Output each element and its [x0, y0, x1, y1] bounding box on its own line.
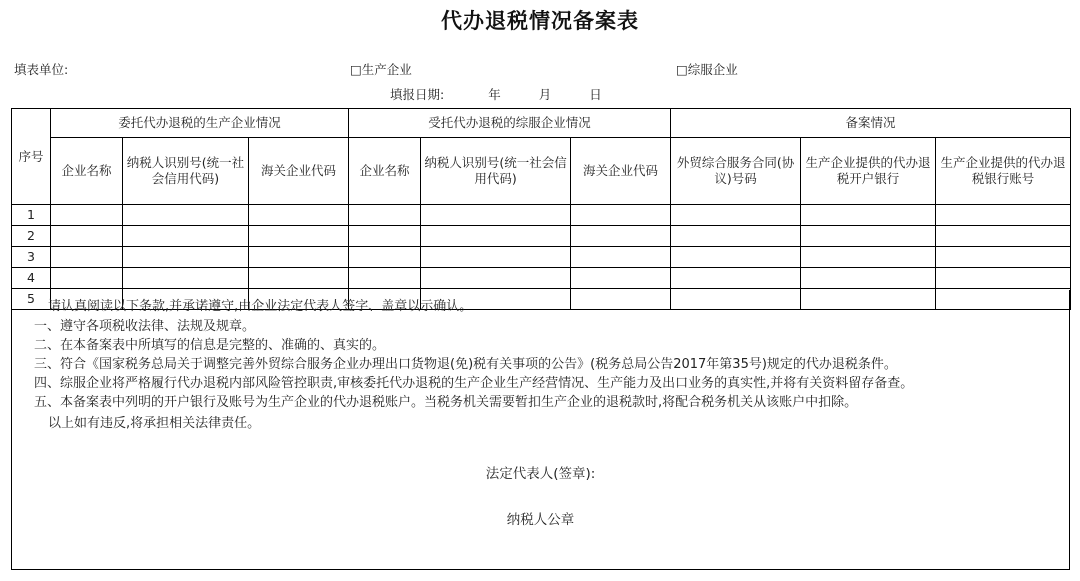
- cell-refund-bank[interactable]: [801, 205, 936, 226]
- group-header-entrusting-producer: 委托代办退税的生产企业情况: [51, 109, 349, 138]
- checkbox-comprehensive-service-enterprise[interactable]: □综服企业: [676, 62, 738, 77]
- legal-representative-signature-label: 法定代表人(签章):: [485, 466, 596, 482]
- cell-refund-account[interactable]: [936, 247, 1071, 268]
- column-header-service-taxpayer-id: 纳税人识别号(统一社会信用代码): [421, 138, 571, 205]
- column-header-service-customs-code: 海关企业代码: [571, 138, 671, 205]
- terms-item-1: 一、遵守各项税收法律、法规及规章。: [34, 319, 256, 334]
- cell-service-customs-code[interactable]: [571, 205, 671, 226]
- terms-item-2: 二、在本备案表中所填写的信息是完整的、准确的、真实的。: [34, 338, 386, 353]
- row-number: 4: [12, 268, 51, 289]
- row-number: 5: [12, 289, 51, 310]
- column-header-producer-customs-code: 海关企业代码: [249, 138, 349, 205]
- cell-service-name[interactable]: [349, 268, 421, 289]
- group-header-entrusted-service: 受托代办退税的综服企业情况: [349, 109, 671, 138]
- table-row: [12, 226, 1071, 247]
- cell-producer-taxpayer-id[interactable]: [123, 247, 249, 268]
- column-header-refund-account: 生产企业提供的代办退税银行账号: [936, 138, 1071, 205]
- terms-item-4: 四、综服企业将严格履行代办退税内部风险管控职责,审核委托代办退税的生产企业生产经营情况、生产能力及出口业务的真实性,并将有关资料留存备查。: [34, 376, 914, 391]
- cell-service-customs-code[interactable]: [571, 247, 671, 268]
- report-date-label: 填报日期:: [390, 87, 445, 102]
- terms-tail-text: 以上如有违反,将承担相关法律责任。: [48, 416, 261, 431]
- column-header-refund-bank: 生产企业提供的代办退税开户银行: [801, 138, 936, 205]
- cell-producer-customs-code[interactable]: [249, 268, 349, 289]
- day-label: 日: [589, 87, 602, 102]
- cell-producer-name[interactable]: [51, 205, 123, 226]
- cell-producer-name[interactable]: [51, 268, 123, 289]
- cell-service-taxpayer-id[interactable]: [421, 247, 571, 268]
- cell-refund-bank[interactable]: [801, 268, 936, 289]
- cell-service-taxpayer-id[interactable]: [421, 268, 571, 289]
- cell-contract-number[interactable]: [671, 268, 801, 289]
- cell-producer-customs-code[interactable]: [249, 226, 349, 247]
- terms-item-3: 三、符合《国家税务总局关于调整完善外贸综合服务企业办理出口货物退(免)税有关事项的公告》(税务总局公告2017年第35号)规定的代办退税条件。: [34, 357, 897, 372]
- report-date-row: [390, 85, 602, 103]
- cell-refund-bank[interactable]: [801, 226, 936, 247]
- column-header-service-name: 企业名称: [349, 138, 421, 205]
- row-number: 3: [12, 247, 51, 268]
- terms-item-5: 五、本备案表中列明的开户银行及账号为生产企业的代办退税账户。当税务机关需要暂扣生产企业的退税款时,将配合税务机关从该账户中扣除。: [34, 395, 858, 410]
- cell-contract-number[interactable]: [671, 205, 801, 226]
- cell-contract-number[interactable]: [671, 247, 801, 268]
- row-number: 1: [12, 205, 51, 226]
- cell-refund-account[interactable]: [936, 205, 1071, 226]
- terms-lead-text: 请认真阅读以下条款,并承诺遵守,由企业法定代表人签字、盖章以示确认。: [48, 299, 473, 314]
- cell-refund-bank[interactable]: [801, 247, 936, 268]
- table-group-header-row: [12, 109, 1071, 138]
- column-header-producer-name: 企业名称: [51, 138, 123, 205]
- terms-section: [11, 290, 1070, 570]
- meta-header: [0, 54, 1080, 102]
- table-column-header-row: [12, 138, 1071, 205]
- cell-service-name[interactable]: [349, 226, 421, 247]
- page-title: 代办退税情况备案表: [441, 9, 639, 33]
- cell-producer-taxpayer-id[interactable]: [123, 268, 249, 289]
- taxpayer-seal-label: 纳税人公章: [506, 512, 575, 528]
- cell-service-taxpayer-id[interactable]: [421, 226, 571, 247]
- cell-refund-account[interactable]: [936, 268, 1071, 289]
- cell-service-name[interactable]: [349, 205, 421, 226]
- column-header-contract-number: 外贸综合服务合同(协议)号码: [671, 138, 801, 205]
- cell-refund-account[interactable]: [936, 226, 1071, 247]
- group-header-filing-status: 备案情况: [671, 109, 1071, 138]
- column-header-producer-taxpayer-id: 纳税人识别号(统一社会信用代码): [123, 138, 249, 205]
- cell-producer-customs-code[interactable]: [249, 205, 349, 226]
- table-row: [12, 205, 1071, 226]
- row-number: 2: [12, 226, 51, 247]
- cell-service-taxpayer-id[interactable]: [421, 205, 571, 226]
- cell-service-customs-code[interactable]: [571, 226, 671, 247]
- cell-producer-taxpayer-id[interactable]: [123, 205, 249, 226]
- cell-producer-name[interactable]: [51, 226, 123, 247]
- cell-producer-name[interactable]: [51, 247, 123, 268]
- checkbox-production-enterprise[interactable]: □生产企业: [350, 62, 412, 77]
- cell-service-customs-code[interactable]: [571, 268, 671, 289]
- year-label: 年: [488, 87, 501, 102]
- cell-producer-taxpayer-id[interactable]: [123, 226, 249, 247]
- terms-inner: [12, 294, 1069, 528]
- filing-table: [11, 108, 1071, 310]
- column-header-index: 序号: [12, 109, 51, 205]
- cell-service-name[interactable]: [349, 247, 421, 268]
- fill-unit-label: 填表单位:: [14, 62, 69, 77]
- table-row: [12, 268, 1071, 289]
- table-row: [12, 247, 1071, 268]
- month-label: 月: [538, 87, 552, 102]
- cell-contract-number[interactable]: [671, 226, 801, 247]
- filing-table-wrapper: [11, 108, 1070, 310]
- cell-producer-customs-code[interactable]: [249, 247, 349, 268]
